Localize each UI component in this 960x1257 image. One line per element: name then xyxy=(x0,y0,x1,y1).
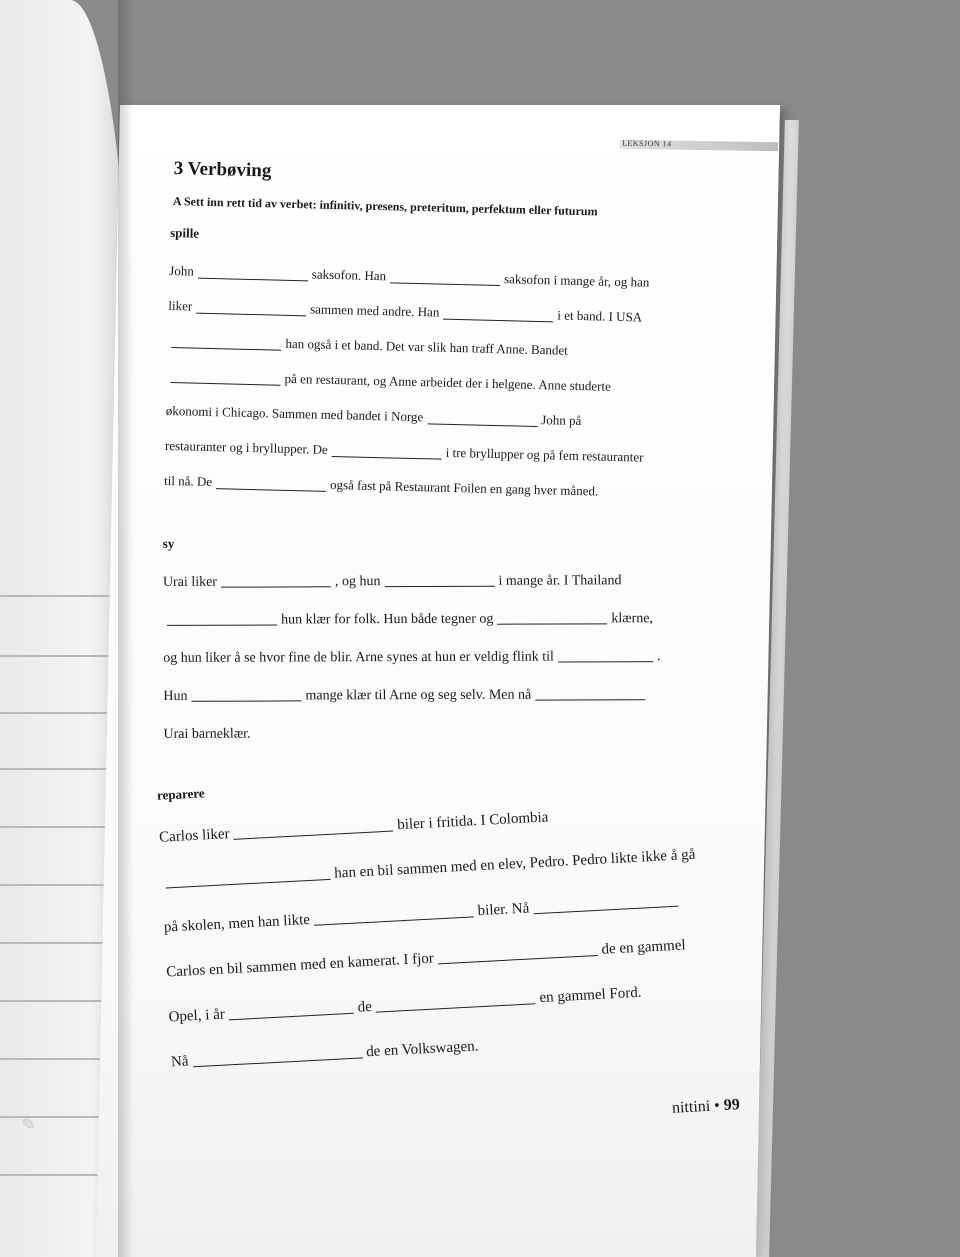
sentence-line: liker sammen med andre. Han i et band. I USA xyxy=(168,297,643,325)
answer-blank[interactable] xyxy=(165,869,330,889)
book-gutter xyxy=(118,0,134,1257)
sentence-line: til nå. De også fast på Restaurant Foilen en gang hver måned. xyxy=(163,472,599,499)
answer-blank[interactable] xyxy=(233,821,393,840)
page-number-word: nittini xyxy=(671,1097,711,1117)
answer-blank[interactable] xyxy=(198,267,308,281)
answer-blank[interactable] xyxy=(171,372,281,386)
pencil-mark: ✎ xyxy=(16,1113,38,1138)
answer-blank[interactable] xyxy=(384,576,494,587)
sentence-line: hun klær for folk. Hun både tegner og klærne, xyxy=(163,600,723,640)
answer-blank[interactable] xyxy=(332,446,442,460)
sentence-line: Nåde en Volkswagen. xyxy=(170,1038,479,1071)
answer-blank[interactable] xyxy=(443,308,553,322)
answer-blank[interactable] xyxy=(229,1003,354,1021)
sentence-line: på skolen, men han liktebiler. Nå xyxy=(163,876,725,950)
page-footer xyxy=(672,1096,741,1118)
answer-blank[interactable] xyxy=(535,689,645,700)
exercise-instruction: A Sett inn rett tid av verbet: infinitiv, presens, preteritum, perfektum eller futurum xyxy=(172,194,598,219)
sentence-line: Urai liker , og hun i mange år. I Thailand xyxy=(162,573,622,590)
answer-blank[interactable] xyxy=(171,337,281,351)
exercise-heading: 3 Verbøving xyxy=(173,158,272,182)
answer-blank[interactable] xyxy=(191,691,301,702)
answer-blank[interactable] xyxy=(427,413,537,427)
sentence-line: John saksofon. Han saksofon i mange år, og han xyxy=(169,262,650,290)
answer-blank[interactable] xyxy=(167,615,277,626)
answer-blank[interactable] xyxy=(376,993,536,1012)
sentence-line: Carlos en bil sammen med en kamerat. I fjorde en gammel xyxy=(165,937,686,981)
sentence-line: økonomi i Chicago. Sammen med bandet i Norge John på xyxy=(165,402,582,429)
answer-blank[interactable] xyxy=(192,1047,362,1067)
answer-blank[interactable] xyxy=(558,651,653,662)
sentence-line: han en bil sammen med en elev, Pedro. Pedro likte ikke å gå xyxy=(160,831,722,905)
section-spille xyxy=(164,225,731,512)
answer-blank[interactable] xyxy=(216,478,326,492)
page-number: 99 xyxy=(723,1096,741,1115)
sentence-line: Urai barneklær. xyxy=(163,726,251,742)
answer-blank[interactable] xyxy=(533,896,678,915)
sentence-line: og hun liker å se hvor fine de blir. Arne synes at hun er veldig flink til . xyxy=(163,649,661,666)
sentence-line: Hun mange klær til Arne og seg selv. Men nå xyxy=(163,676,723,716)
answer-blank[interactable] xyxy=(497,614,607,625)
answer-blank[interactable] xyxy=(221,577,331,588)
answer-blank[interactable] xyxy=(196,302,306,316)
verb-label: spille xyxy=(169,224,200,241)
answer-blank[interactable] xyxy=(314,906,474,925)
sentence-line: han også i et band. Det var slik han traff Anne. Bandet xyxy=(167,323,728,372)
sentence-line: restauranter og i bryllupper. De i tre bryllupper og på fem restauranter xyxy=(164,437,644,465)
sentence-line: på en restaurant, og Anne arbeidet der i helgene. Anne studerte xyxy=(166,358,727,407)
sentence-line: Opel, i år deen gammel Ford. xyxy=(168,984,642,1026)
sentence-line: Carlos likerbiler i fritida. I Colombia xyxy=(158,809,549,846)
answer-blank[interactable] xyxy=(438,945,598,964)
section-sy xyxy=(163,534,724,754)
answer-blank[interactable] xyxy=(390,272,500,286)
lesson-label: LEKSJON 14 xyxy=(621,138,672,149)
section-reparere xyxy=(157,759,732,1086)
verb-label: reparere xyxy=(156,785,205,803)
verb-label: sy xyxy=(162,535,175,551)
exercise-content xyxy=(149,158,732,1099)
footer-bullet: • xyxy=(713,1097,721,1115)
